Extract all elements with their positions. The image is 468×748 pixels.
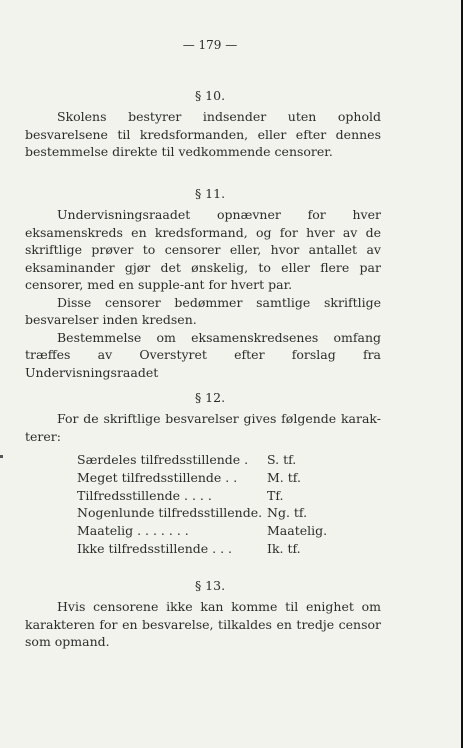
grade-term: Meget tilfredsstillende . . bbox=[77, 469, 238, 485]
section-11-paragraph-2: Disse censorer bedømmer samtlige skriftlige besvarelser inden kredsen. bbox=[25, 294, 381, 327]
section-13-heading: § 13. bbox=[194, 578, 226, 593]
section-12-intro: For de skriftlige besvarelser gives følgende karak-terer: bbox=[25, 411, 381, 444]
grade-abbreviation: Maatelig. bbox=[267, 523, 328, 539]
grade-abbreviation: Ik. tf. bbox=[267, 540, 301, 556]
grade-term: Maatelig . . . . . . . bbox=[77, 523, 189, 539]
grade-term: Nogenlunde tilfredsstillende. bbox=[77, 505, 263, 521]
grade-row bbox=[77, 469, 397, 487]
section-13-paragraph: Hvis censorene ikke kan komme til enighet om karakteren for en besvarelse, tilkaldes en tredje censor som opmand. bbox=[25, 599, 381, 649]
grade-row bbox=[77, 504, 397, 522]
margin-mark bbox=[0, 455, 3, 458]
section-10-paragraph: Skolens bestyrer indsender uten ophold besvarelsene til kredsformanden, eller efter dennes bestemmelse direkte til vedkommende censorer. bbox=[25, 109, 381, 159]
section-10-heading: § 10. bbox=[194, 88, 226, 103]
grade-abbreviation: Ng. tf. bbox=[267, 505, 308, 521]
grade-row bbox=[77, 540, 397, 558]
grade-term: Særdeles tilfredsstillende . bbox=[77, 452, 249, 467]
section-13-body bbox=[25, 598, 381, 651]
grade-abbreviation: S. tf. bbox=[267, 452, 297, 467]
grade-row bbox=[77, 487, 397, 505]
section-11-paragraph-3: Bestemmelse om eksamenskredsenes omfang træffes av Overstyret efter forslag fra Undervisningsraadet bbox=[25, 329, 381, 380]
section-12-heading: § 12. bbox=[194, 390, 226, 405]
section-12-body bbox=[25, 410, 381, 445]
grade-abbreviation: M. tf. bbox=[267, 469, 301, 485]
section-11-body bbox=[25, 206, 381, 381]
grade-list bbox=[77, 451, 397, 558]
page-number: — 179 — bbox=[182, 38, 238, 52]
section-10-body bbox=[25, 108, 381, 161]
section-11-paragraph-1: Undervisningsraadet opnævner for hver eksamenskreds en kredsformand, og for hver av de skriftlige prøver to censorer eller, hvor antallet av eksaminander gjør det ønskelig, to eller flere par censorer, med en supple-ant for hvert par. bbox=[25, 207, 381, 292]
grade-row bbox=[77, 522, 397, 540]
grade-abbreviation: Tf. bbox=[267, 487, 284, 503]
grade-term: Ikke tilfredsstillende . . . bbox=[77, 540, 233, 556]
grade-term: Tilfredsstillende . . . . bbox=[77, 487, 212, 503]
grade-row bbox=[77, 451, 397, 469]
section-11-heading: § 11. bbox=[194, 186, 226, 201]
